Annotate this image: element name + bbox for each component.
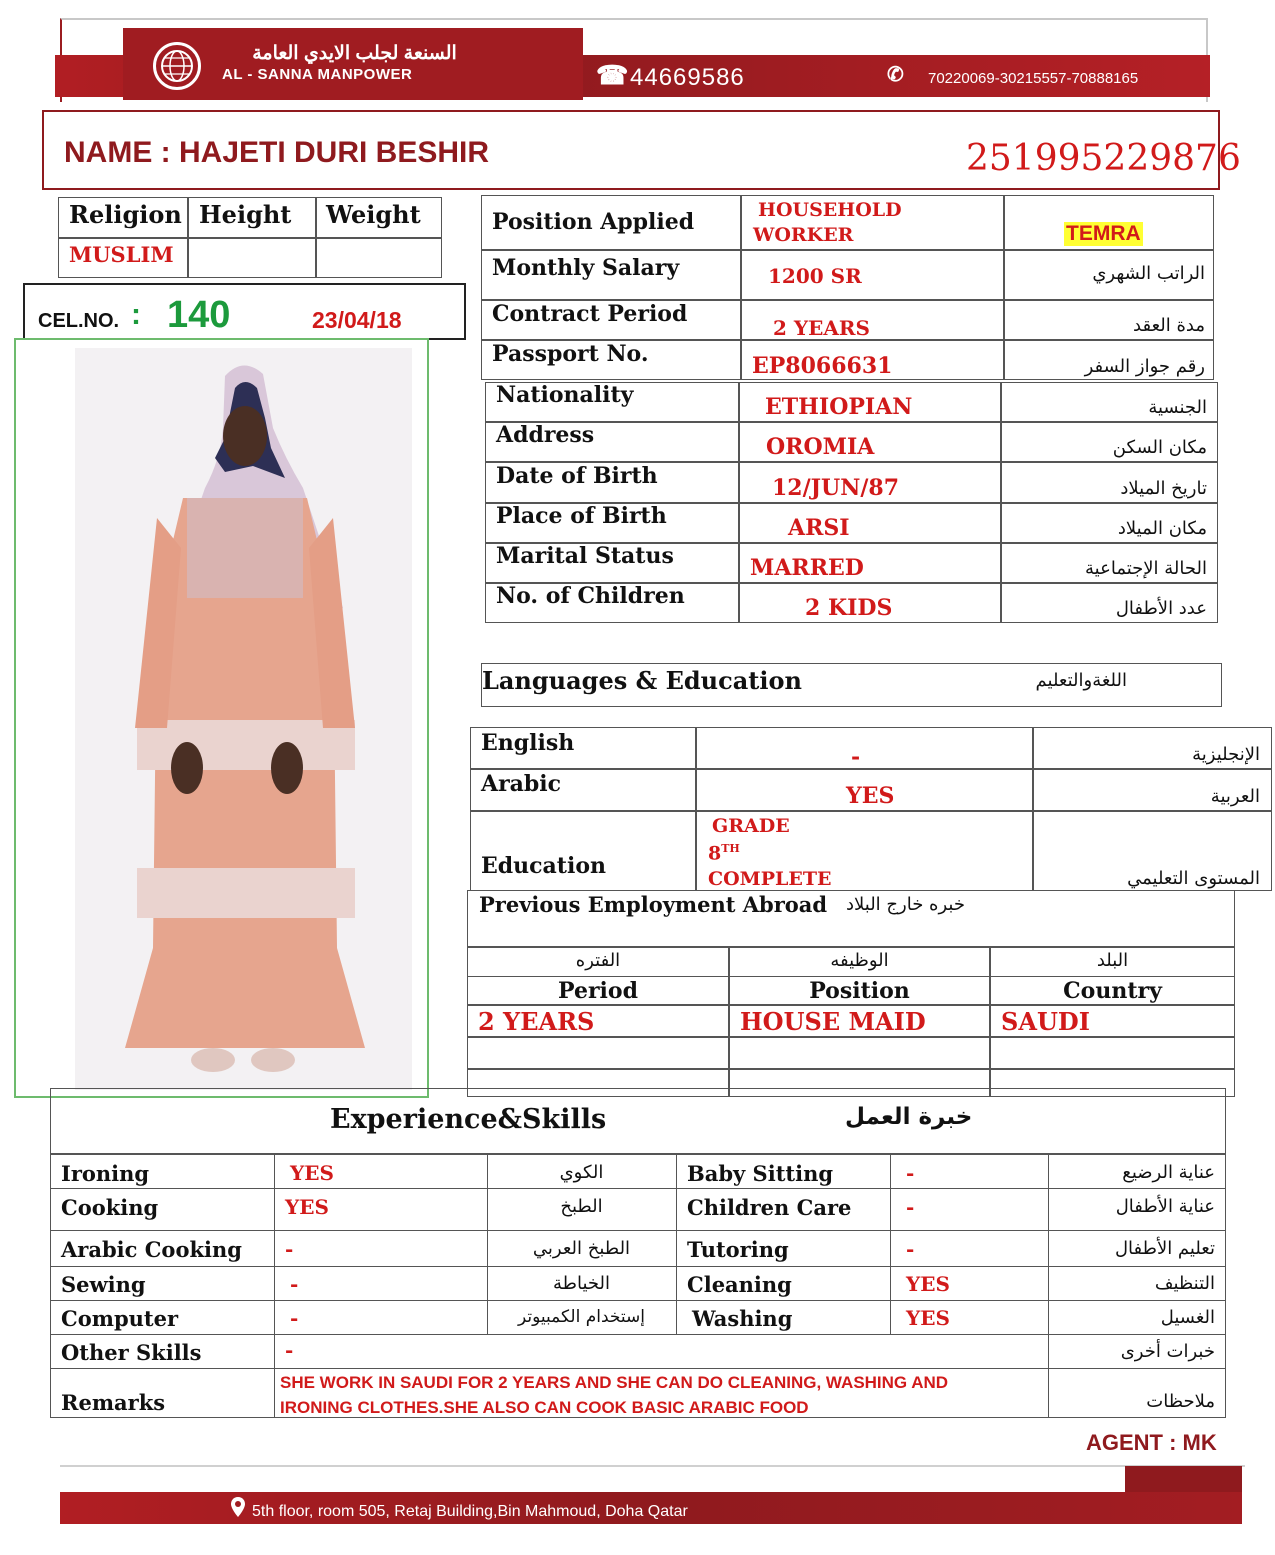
skill-tutoring-value: - (906, 1237, 915, 1261)
place-of-birth-value: ARSI (788, 515, 850, 541)
remarks-line-1: SHE WORK IN SAUDI FOR 2 YEARS AND SHE CAN DO CLEANING, WASHING AND (280, 1373, 949, 1392)
monthly-salary-arabic: الراتب الشهري (1092, 263, 1205, 284)
remarks-label: Remarks (61, 1390, 166, 1415)
country-header: Country (1063, 978, 1162, 1004)
marital-status-arabic: الحالة الإجتماعية (1085, 558, 1207, 579)
children-arabic: عدد الأطفال (1115, 598, 1207, 619)
education-arabic: المستوى التعليمي (1127, 868, 1260, 889)
candidate-id-number: 251995229876 (966, 138, 1241, 179)
monthly-salary-label: Monthly Salary (492, 255, 680, 281)
passport-arabic: رقم جواز السفر (1084, 356, 1205, 377)
company-mobiles: 70220069-30215557-70888165 (928, 70, 1139, 87)
arabic-label: Arabic (481, 771, 562, 797)
position-applied-value-line2: WORKER (753, 224, 854, 246)
place-of-birth-arabic: مكان الميلاد (1117, 518, 1207, 539)
education-value-line2: 8TH (708, 842, 740, 865)
skill-baby-sitting-arabic: عناية الرضيع (1122, 1162, 1215, 1183)
education-value-line1: GRADE (712, 815, 790, 837)
skill-washing-label: Washing (692, 1306, 793, 1331)
skill-cooking-label: Cooking (61, 1195, 159, 1220)
skill-children-care-value: - (906, 1195, 915, 1219)
children-label: No. of Children (496, 583, 685, 609)
english-value: - (851, 744, 861, 770)
skill-computer-label: Computer (61, 1306, 179, 1331)
education-value-line3: COMPLETE (708, 868, 832, 890)
religion-value: MUSLIM (69, 242, 174, 267)
skills-title: Experience&Skills (330, 1104, 607, 1135)
skill-baby-sitting-label: Baby Sitting (687, 1161, 834, 1186)
employment-country-value: SAUDI (1001, 1007, 1090, 1036)
footer-tab (1125, 1466, 1242, 1492)
weight-label: Weight (326, 200, 421, 229)
period-arabic: الفتره (575, 950, 621, 971)
skill-cleaning-value: YES (906, 1272, 950, 1296)
skill-computer-arabic: إستخدام الكمبيوتر (518, 1307, 645, 1327)
footer-address: 5th floor, room 505, Retaj Building,Bin Mahmoud, Doha Qatar (252, 1503, 688, 1520)
other-skills-value: - (285, 1338, 294, 1362)
marital-status-label: Marital Status (496, 543, 674, 569)
monthly-salary-value: 1200 SR (768, 264, 862, 288)
skill-washing-value: YES (906, 1306, 950, 1330)
period-header: Period (558, 978, 638, 1004)
candidate-name: NAME : HAJETI DURI BESHIR (64, 136, 490, 169)
skill-arabic-cooking-label: Arabic Cooking (61, 1237, 242, 1262)
children-value: 2 KIDS (805, 595, 893, 621)
place-of-birth-label: Place of Birth (496, 503, 667, 529)
languages-title-arabic: اللغةوالتعليم (1035, 670, 1127, 691)
skill-ironing-value: YES (290, 1161, 334, 1185)
languages-title: Languages & Education (482, 666, 802, 695)
skill-baby-sitting-value: - (906, 1161, 915, 1185)
footer-divider (60, 1465, 1245, 1467)
nationality-arabic: الجنسية (1148, 397, 1207, 418)
contract-period-value: 2 YEARS (773, 316, 870, 340)
skill-sewing-arabic: الخياطة (553, 1273, 610, 1294)
cel-no-label: CEL.NO. (38, 310, 120, 332)
skill-ironing-label: Ironing (61, 1161, 150, 1186)
arabic-arabic: العربية (1210, 786, 1260, 807)
skill-sewing-label: Sewing (61, 1272, 146, 1297)
employment-title: Previous Employment Abroad (479, 892, 828, 917)
education-label: Education (481, 853, 606, 879)
skill-cooking-value: YES (285, 1195, 329, 1219)
mobile-icon: ✆ (887, 64, 904, 86)
cel-no-value: 140 (167, 294, 231, 336)
remarks-arabic: ملاحظات (1146, 1391, 1215, 1412)
skill-cleaning-arabic: التنظيف (1154, 1273, 1215, 1294)
record-date: 23/04/18 (312, 307, 402, 333)
phone-icon: ☎ (596, 60, 629, 90)
company-name-arabic: السنعة لجلب الايدي العامة (252, 43, 457, 64)
english-label: English (481, 730, 575, 756)
religion-label: Religion (69, 200, 182, 229)
position-header: Position (809, 978, 910, 1004)
skills-title-arabic: خبرة العمل (845, 1104, 973, 1130)
position-arabic: الوظيفه (830, 950, 889, 971)
skill-arabic-cooking-arabic: الطبخ العربي (532, 1238, 631, 1259)
skill-cleaning-label: Cleaning (687, 1272, 792, 1297)
contract-period-arabic: مدة العقد (1133, 315, 1205, 336)
remarks-line-2: IRONING CLOTHES.SHE ALSO CAN COOK BASIC ARABIC FOOD (280, 1398, 809, 1417)
date-of-birth-arabic: تاريخ الميلاد (1120, 478, 1207, 499)
skill-ironing-arabic: الكوي (559, 1162, 604, 1183)
skill-sewing-value: - (290, 1272, 299, 1296)
position-applied-value-line1: HOUSEHOLD (758, 199, 902, 221)
company-logo-globe-icon (153, 42, 201, 90)
location-pin-icon (230, 1496, 246, 1522)
candidate-photo (75, 348, 412, 1090)
contract-period-label: Contract Period (492, 301, 688, 327)
nationality-label: Nationality (496, 382, 634, 408)
agent-label: AGENT : MK (1086, 1430, 1217, 1455)
cel-no-colon: : (131, 298, 141, 331)
height-label: Height (199, 200, 292, 229)
skill-tutoring-label: Tutoring (687, 1237, 789, 1262)
skill-cooking-arabic: الطبخ (560, 1196, 603, 1217)
employment-position-value: HOUSE MAID (740, 1007, 926, 1036)
temra-tag: TEMRA (1066, 222, 1141, 245)
other-skills-label: Other Skills (61, 1340, 202, 1365)
date-of-birth-label: Date of Birth (496, 463, 658, 489)
employment-title-arabic: خبره خارج البلاد (846, 894, 965, 915)
arabic-value: YES (846, 783, 895, 809)
passport-label: Passport No. (492, 341, 649, 367)
other-skills-arabic: خبرات أخرى (1120, 1341, 1215, 1362)
skill-tutoring-arabic: تعليم الأطفال (1114, 1238, 1215, 1259)
employment-period-value: 2 YEARS (478, 1007, 595, 1036)
english-arabic: الإنجليزية (1192, 744, 1260, 765)
skill-washing-arabic: الغسيل (1160, 1307, 1215, 1328)
skill-arabic-cooking-value: - (285, 1237, 294, 1261)
country-arabic: البلد (1096, 950, 1129, 971)
skill-computer-value: - (290, 1306, 299, 1330)
skill-children-care-arabic: عناية الأطفال (1115, 1196, 1215, 1217)
passport-value: EP8066631 (752, 353, 893, 379)
company-phone: 44669586 (630, 64, 745, 91)
company-name: AL - SANNA MANPOWER (222, 66, 413, 83)
address-value: OROMIA (766, 434, 875, 460)
marital-status-value: MARRED (750, 555, 864, 581)
date-of-birth-value: 12/JUN/87 (772, 475, 900, 501)
skill-children-care-label: Children Care (687, 1195, 852, 1220)
position-applied-label: Position Applied (492, 209, 695, 235)
address-label: Address (496, 422, 595, 448)
nationality-value: ETHIOPIAN (765, 394, 913, 420)
address-arabic: مكان السكن (1112, 437, 1207, 458)
